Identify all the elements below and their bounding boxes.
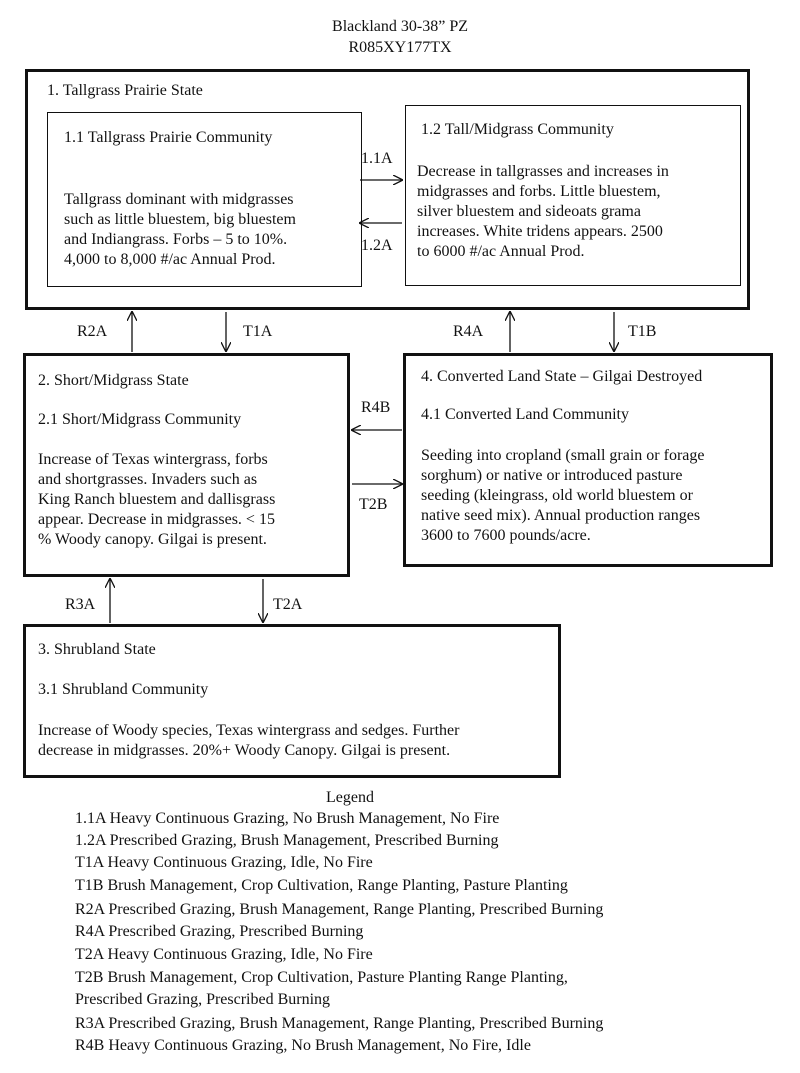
state-3-title: 3. Shrubland State — [38, 641, 156, 658]
community-1-1-title: 1.1 Tallgrass Prairie Community — [64, 129, 273, 146]
state-1-title: 1. Tallgrass Prairie State — [47, 82, 203, 99]
label-T2A: T2A — [273, 596, 303, 613]
legend-line: R2A Prescribed Grazing, Brush Management, Range Planting, Prescribed Burning — [75, 901, 604, 918]
diagram-title-line1: Blackland 30-38” PZ — [332, 18, 468, 35]
legend-line: Prescribed Grazing, Prescribed Burning — [75, 991, 331, 1008]
community-3-1-body: Increase of Woody species, Texas wintergrass and sedges. Further decrease in midgrasses. 20%+ Woody Canopy. Gilgai is present. — [38, 722, 460, 759]
legend-title: Legend — [326, 789, 374, 806]
label-T1A: T1A — [243, 323, 273, 340]
legend-line: R4A Prescribed Grazing, Prescribed Burning — [75, 923, 364, 940]
label-T2B: T2B — [359, 496, 388, 513]
label-T1B: T1B — [628, 323, 657, 340]
label-1-2A: 1.2A — [361, 237, 393, 254]
legend-line: R3A Prescribed Grazing, Brush Management, Range Planting, Prescribed Burning — [75, 1015, 604, 1032]
legend-line: T2A Heavy Continuous Grazing, Idle, No Fire — [75, 946, 373, 963]
community-2-1-body: Increase of Texas wintergrass, forbs and shortgrasses. Invaders such as King Ranch bluestem and dallisgrass appear. Decrease in midgrasses. < 15 % Woody canopy. Gilgai is present. — [38, 451, 276, 548]
label-R2A: R2A — [77, 323, 108, 340]
legend-line: 1.1A Heavy Continuous Grazing, No Brush Management, No Fire — [75, 810, 500, 827]
community-3-1-title: 3.1 Shrubland Community — [38, 681, 209, 698]
legend-line: 1.2A Prescribed Grazing, Brush Management, Prescribed Burning — [75, 832, 499, 849]
state-2-title: 2. Short/Midgrass State — [38, 372, 189, 389]
label-R3A: R3A — [65, 596, 96, 613]
label-R4A: R4A — [453, 323, 484, 340]
community-1-1-body: Tallgrass dominant with midgrasses such as little bluestem, big bluestem and Indiangrass. Forbs – 5 to 10%. 4,000 to 8,000 #/ac Annual Prod. — [64, 191, 296, 268]
legend-line: R4B Heavy Continuous Grazing, No Brush Management, No Fire, Idle — [75, 1037, 531, 1054]
label-R4B: R4B — [361, 399, 391, 416]
state-4-title: 4. Converted Land State – Gilgai Destroyed — [421, 368, 703, 385]
label-1-1A: 1.1A — [361, 150, 393, 167]
community-2-1-title: 2.1 Short/Midgrass Community — [38, 411, 242, 428]
legend-line: T1B Brush Management, Crop Cultivation, Range Planting, Pasture Planting — [75, 877, 568, 894]
diagram-title-line2: R085XY177TX — [348, 39, 452, 56]
community-1-2-body: Decrease in tallgrasses and increases in midgrasses and forbs. Little bluestem, silver bluestem and sideoats grama increases. White tridens appears. 2500 to 6000 #/ac Annual Prod. — [417, 163, 669, 260]
legend-line: T1A Heavy Continuous Grazing, Idle, No Fire — [75, 854, 373, 871]
community-4-1-title: 4.1 Converted Land Community — [421, 406, 629, 423]
community-1-2-title: 1.2 Tall/Midgrass Community — [421, 121, 614, 138]
community-4-1-body: Seeding into cropland (small grain or forage sorghum) or native or introduced pasture seeding (kleingrass, old world bluestem or native seed mix). Annual production ranges 3600 to 7600 pounds/acre. — [421, 447, 705, 544]
legend-line: T2B Brush Management, Crop Cultivation, Pasture Planting Range Planting, — [75, 969, 568, 986]
